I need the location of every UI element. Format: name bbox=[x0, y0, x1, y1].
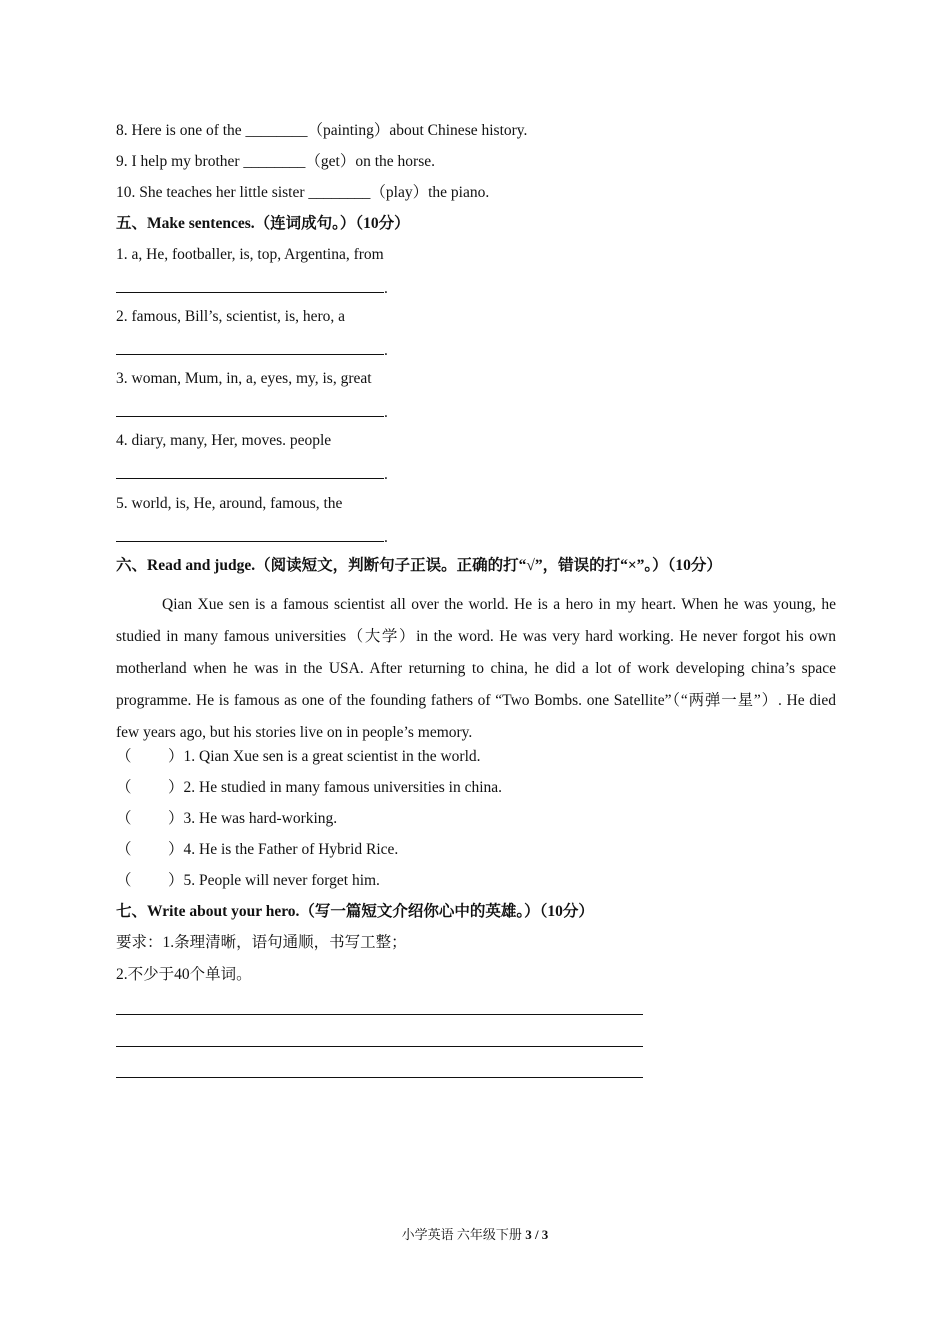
answer-rule bbox=[116, 402, 384, 417]
answer-line-3[interactable] bbox=[116, 402, 388, 422]
writing-line-3[interactable] bbox=[116, 1077, 643, 1078]
fill-in-item-9: 9. I help my brother ________（get）on the horse. bbox=[116, 153, 435, 170]
answer-rule bbox=[116, 464, 384, 479]
reading-passage: Qian Xue sen is a famous scientist all over the world. He is a hero in my heart. When he was young, he studied in many famous universities（大学）in the word. He was very hard working. He never forgot his own motherland when he was in the USA. After returning to china, he did a lot of work developing china’s space programme. He is famous as one of the founding fathers of “Two Bombs. one Satellite”（“两弹一星”）. He died few years ago, but his stories live on in people’s memory. bbox=[116, 596, 836, 741]
fill-in-item-10: 10. She teaches her little sister ________（play）the piano. bbox=[116, 184, 490, 201]
judge-statement: ）3. He was hard-working. bbox=[168, 810, 338, 827]
judge-item-4 bbox=[116, 840, 398, 860]
page-footer bbox=[0, 1226, 950, 1244]
section5-heading: 五、Make sentences.（连词成句。）（10分） bbox=[116, 215, 410, 232]
judge-statement: ）5. People will never forget him. bbox=[168, 872, 380, 889]
sentence-item-3: 3. woman, Mum, in, a, eyes, my, is, great bbox=[116, 370, 372, 387]
judge-answer-paren[interactable]: （ bbox=[116, 872, 132, 889]
judge-statement: ）2. He studied in many famous universities in china. bbox=[168, 779, 503, 796]
answer-line-2[interactable] bbox=[116, 340, 388, 360]
answer-period: . bbox=[384, 466, 388, 483]
footer-label: 小学英语 六年级下册 bbox=[401, 1227, 522, 1242]
sentence-item-5: 5. world, is, He, around, famous, the bbox=[116, 495, 343, 512]
answer-rule bbox=[116, 527, 384, 542]
sentence-item-1: 1. a, He, footballer, is, top, Argentina, from bbox=[116, 246, 384, 263]
writing-line-1[interactable] bbox=[116, 1014, 643, 1015]
judge-item-5 bbox=[116, 871, 380, 891]
judge-statement: ）1. Qian Xue sen is a great scientist in the world. bbox=[168, 748, 481, 765]
answer-line-4[interactable] bbox=[116, 464, 388, 484]
judge-answer-paren[interactable]: （ bbox=[116, 810, 132, 827]
judge-answer-paren[interactable]: （ bbox=[116, 841, 132, 858]
answer-line-1[interactable] bbox=[116, 278, 388, 298]
sentence-item-2: 2. famous, Bill’s, scientist, is, hero, a bbox=[116, 308, 346, 325]
answer-rule bbox=[116, 278, 384, 293]
section6-heading: 六、Read and judge.（阅读短文，判断句子正误。正确的打“√”，错误的打“×”。）（10分） bbox=[116, 557, 722, 574]
sentence-item-4: 4. diary, many, Her, moves. people bbox=[116, 432, 332, 449]
answer-period: . bbox=[384, 529, 388, 546]
answer-period: . bbox=[384, 342, 388, 359]
judge-item-2 bbox=[116, 778, 502, 798]
writing-requirement-1: 要求：1.条理清晰，语句通顺，书写工整； bbox=[116, 934, 407, 951]
writing-line-2[interactable] bbox=[116, 1046, 643, 1047]
judge-answer-paren[interactable]: （ bbox=[116, 748, 132, 765]
section7-heading: 七、Write about your hero.（写一篇短文介绍你心中的英雄。）（10分） bbox=[116, 903, 594, 920]
answer-line-5[interactable] bbox=[116, 527, 388, 547]
answer-rule bbox=[116, 340, 384, 355]
judge-item-1 bbox=[116, 747, 481, 767]
answer-period: . bbox=[384, 404, 388, 421]
judge-answer-paren[interactable]: （ bbox=[116, 779, 132, 796]
answer-period: . bbox=[384, 280, 388, 297]
judge-statement: ）4. He is the Father of Hybrid Rice. bbox=[168, 841, 399, 858]
page-number: 3 / 3 bbox=[525, 1227, 549, 1242]
judge-item-3 bbox=[116, 809, 337, 829]
writing-requirement-2: 2.不少于40个单词。 bbox=[116, 966, 252, 983]
fill-in-item-8: 8. Here is one of the ________（painting）about Chinese history. bbox=[116, 122, 528, 139]
